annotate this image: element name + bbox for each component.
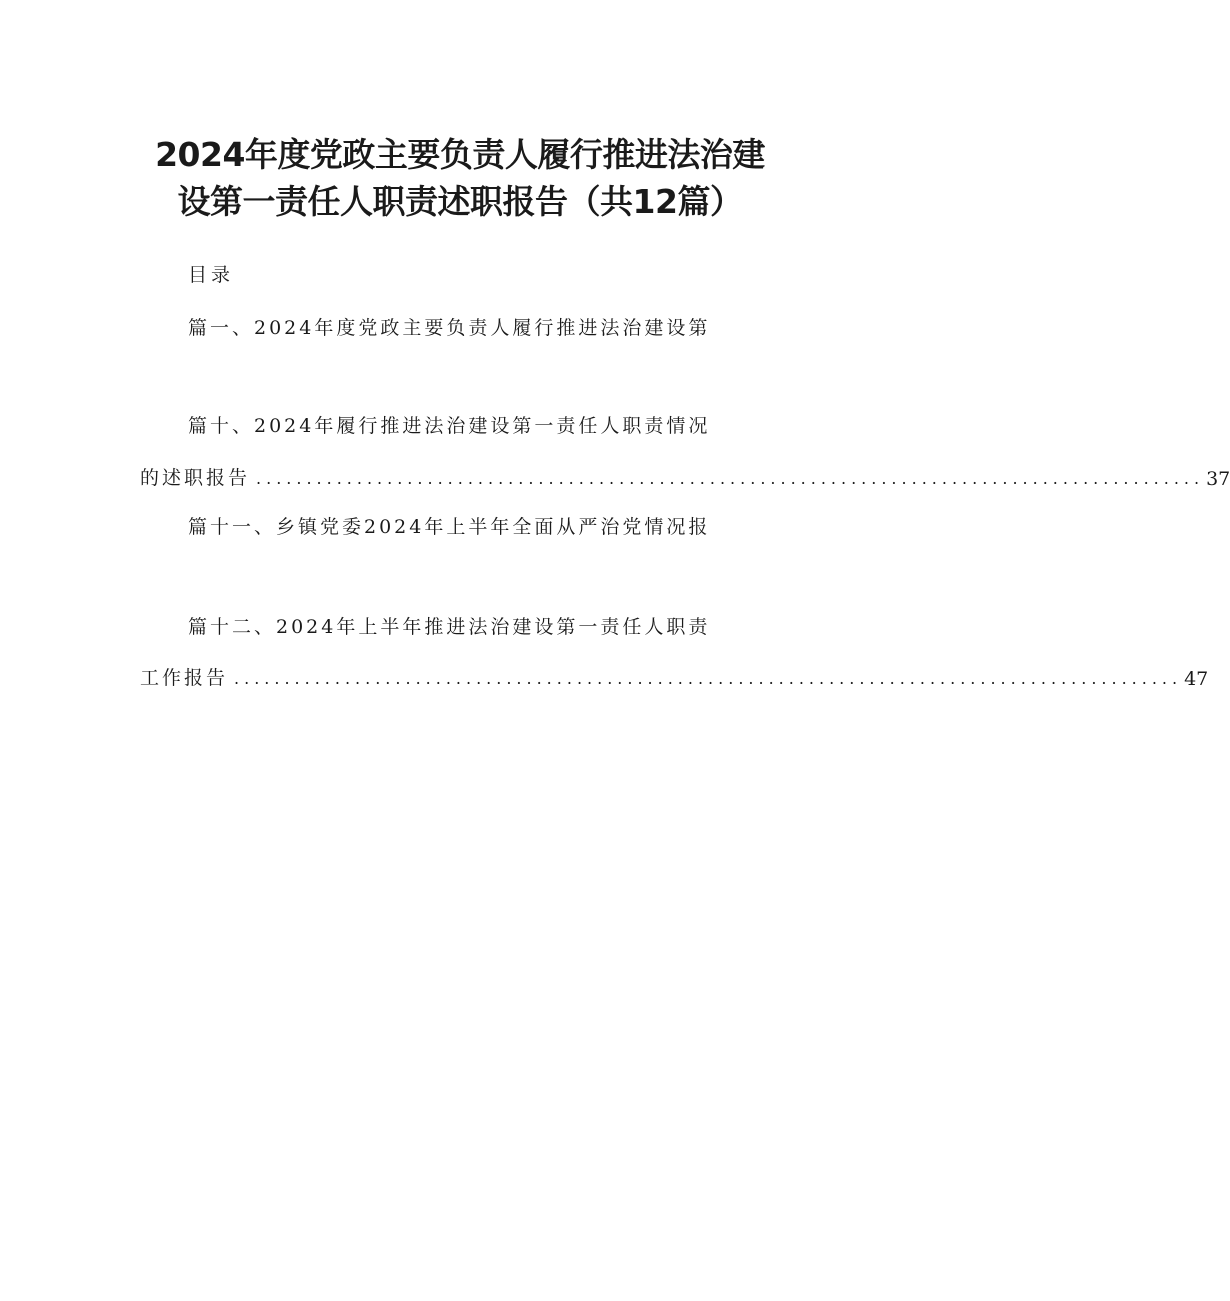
toc-entry-1[interactable]: 篇一、2024年度党政主要负责人履行推进法治建设第: [188, 317, 711, 339]
toc-entry-12[interactable]: 篇十二、2024年上半年推进法治建设第一责任人职责: [188, 616, 711, 638]
toc-entry-12-cont-text: 工作报告: [140, 667, 229, 689]
toc-heading: 目录: [188, 264, 235, 286]
toc-entry-12-continuation[interactable]: [140, 662, 1209, 690]
toc-entry-12-page: 47: [1184, 668, 1209, 690]
toc-entry-10[interactable]: 篇十、2024年履行推进法治建设第一责任人职责情况: [188, 415, 711, 437]
toc-entry-11[interactable]: 篇十一、乡镇党委2024年上半年全面从严治党情况报: [188, 516, 711, 538]
toc-entry-10-page: 37: [1206, 468, 1230, 490]
toc-entry-10-continuation[interactable]: [140, 462, 1230, 490]
toc-entry-10-cont-text: 的述职报告: [140, 467, 251, 489]
toc-leader-dots: ..............................................................................................: [256, 469, 1205, 488]
document-title-line-1: 2024年度党政主要负责人履行推进法治建: [155, 135, 765, 174]
toc-leader-dots: ..............................................................................................: [234, 669, 1183, 688]
document-title-line-2: 设第一责任人职责述职报告（共12篇）: [177, 182, 743, 221]
